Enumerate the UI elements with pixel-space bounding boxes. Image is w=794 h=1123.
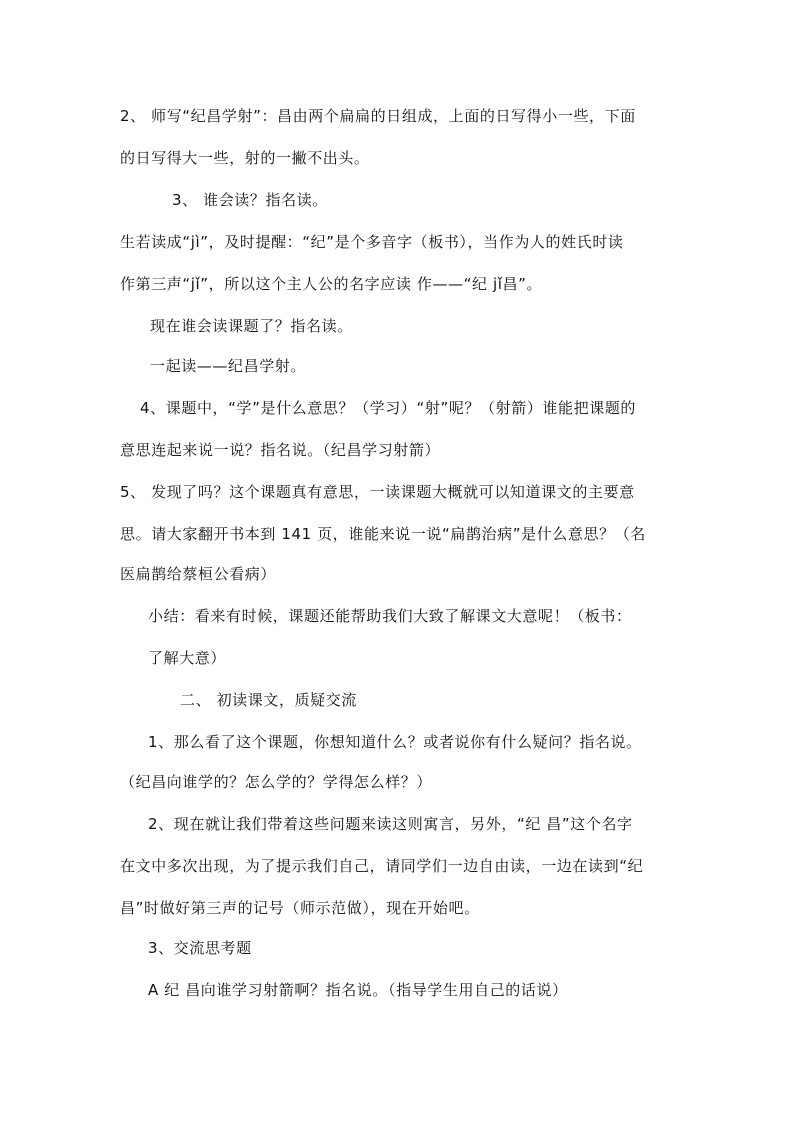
text-line: （纪昌向谁学的？怎么学的？学得怎么样？）: [120, 773, 433, 791]
text-line: 一起读——纪昌学射。: [150, 357, 307, 375]
text-line: 2、现在就让我们带着这些问题来读这则寓言，另外，“纪 昌”这个名字: [148, 815, 633, 833]
text-line: A 纪 昌向谁学习射箭啊？指名说。（指导学生用自己的话说）: [148, 981, 568, 999]
text-line: 思。请大家翻开书本到 141 页，谁能来说一说“扁鹊治病”是什么意思？（名: [120, 525, 646, 543]
text-line: 昌”时做好第三声的记号（师示范做），现在开始吧。: [120, 899, 480, 917]
text-line: 医扁鹊给蔡桓公看病）: [120, 565, 277, 583]
text-line: 1、那么看了这个课题，你想知道什么？或者说你有什么疑问？指名说。: [148, 733, 642, 751]
text-line: 作第三声“jǐ”，所以这个主人公的名字应读 作——“纪 jǐ昌”。: [120, 275, 543, 293]
text-line: 生若读成“jì”，及时提醒：“纪”是个多音字（板书），当作为人的姓氏时读: [120, 233, 624, 251]
text-line: 在文中多次出现，为了提示我们自己，请同学们一边自由读，一边在读到“纪: [120, 857, 644, 875]
text-line: 小结：看来有时候，课题还能帮助我们大致了解课文大意呢！（板书：: [148, 607, 632, 625]
text-line: 5、 发现了吗？这个课题真有意思，一读课题大概就可以知道课文的主要意: [120, 483, 635, 501]
text-line: 4、课题中，“学”是什么意思？（学习）“射”呢？（射箭）谁能把课题的: [140, 399, 637, 417]
text-line: 的日写得大一些，射的一撇不出头。: [120, 149, 370, 167]
text-line: 二、 初读课文，质疑交流: [180, 691, 357, 709]
text-line: 现在谁会读课题了？指名读。: [150, 317, 353, 335]
text-line: 3、交流思考题: [148, 939, 252, 957]
text-line: 意思连起来说一说？指名说。（纪昌学习射箭）: [120, 441, 441, 459]
text-line: 2、 师写“纪昌学射”：昌由两个扁扁的日组成，上面的日写得小一些，下面: [120, 107, 636, 125]
text-line: 3、 谁会读？指名读。: [172, 191, 328, 209]
text-line: 了解大意）: [148, 649, 227, 667]
